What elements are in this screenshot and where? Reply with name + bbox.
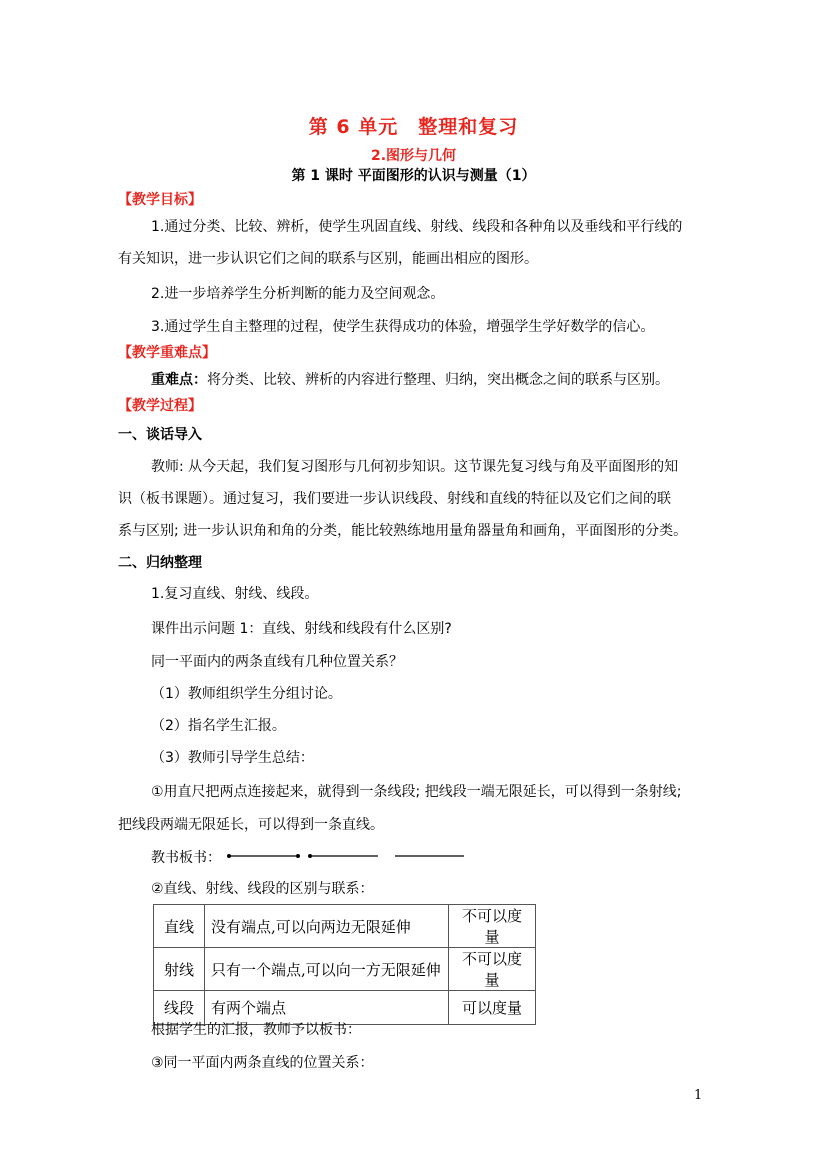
page-number: 1 xyxy=(694,1088,703,1103)
step-3: （3）教师引导学生总结： xyxy=(151,750,314,766)
objective-1-line2: 有关知识，进一步认识它们之间的联系与区别，能画出相应的图形。 xyxy=(118,251,538,267)
ray-figure xyxy=(308,854,378,858)
segment-figure xyxy=(227,854,300,858)
table-cell-measure: 不可以度量 xyxy=(449,948,536,991)
summary-2: ②直线、射线、线段的区别与联系： xyxy=(151,881,374,897)
teacher-board: 根据学生的汇报，教师予以板书： xyxy=(151,1022,361,1038)
comparison-table xyxy=(153,904,536,1025)
objective-1-line1: 1.通过分类、比较、辨析，使学生巩固直线、射线、线段和各种角以及垂线和平行线的 xyxy=(151,219,683,235)
summary-1-line1: ①用直尺把两点连接起来，就得到一条线段; 把线段一端无限延长，可以得到一条射线; xyxy=(151,784,682,800)
part2-heading: 二、归纳整理 xyxy=(118,555,202,571)
part1-line3: 系与区别; 进一步认识角和角的分类，能比较熟练地用量角器量角和画角，平面图形的分类。 xyxy=(118,523,688,539)
lesson-title: 第 1 课时 平面图形的认识与测量（1） xyxy=(291,168,536,184)
question-1: 课件出示问题 1：直线、射线和线段有什么区别? xyxy=(151,621,452,637)
summary-3: ③同一平面内两条直线的位置关系： xyxy=(151,1055,374,1071)
objectives-heading: 【教学目标】 xyxy=(118,192,202,208)
question-2: 同一平面内的两条直线有几种位置关系？ xyxy=(151,654,403,670)
key-points xyxy=(151,369,669,389)
objective-3: 3.通过学生自主整理的过程，使学生获得成功的体验，增强学生学好数学的信心。 xyxy=(151,319,655,335)
unit-subtitle: 2.图形与几何 xyxy=(370,148,457,164)
part1-line1: 教师: 从今天起，我们复习图形与几何初步知识。这节课先复习线与角及平面图形的知 xyxy=(151,459,679,475)
key-points-label: 重难点： xyxy=(151,372,207,388)
table-cell-name: 直线 xyxy=(154,905,205,948)
step-1: （1）教师组织学生分组讨论。 xyxy=(151,686,342,702)
key-points-heading: 【教学重难点】 xyxy=(118,345,216,361)
review-1: 1.复习直线、射线、线段。 xyxy=(151,586,319,602)
table-cell-name: 射线 xyxy=(154,948,205,991)
table-cell-measure: 可以度量 xyxy=(449,991,536,1025)
part1-line2: 识（板书课题）。通过复习，我们要进一步认识线段、射线和直线的特征以及它们之间的联 xyxy=(118,491,671,507)
line-types-diagram xyxy=(225,848,470,864)
process-heading: 【教学过程】 xyxy=(118,398,202,414)
table-row xyxy=(154,948,536,991)
table-cell-measure: 不可以度量 xyxy=(449,905,536,948)
table-cell-desc: 没有端点,可以向两边无限延伸 xyxy=(205,905,449,948)
part1-heading: 一、谈话导入 xyxy=(118,427,202,443)
page-title: 第 6 单元 整理和复习 xyxy=(308,116,519,138)
board-label: 教书板书： xyxy=(151,850,221,866)
key-points-text: 将分类、比较、辨析的内容进行整理、归纳，突出概念之间的联系与区别。 xyxy=(207,372,669,388)
table-cell-desc: 只有一个端点,可以向一方无限延伸 xyxy=(205,948,449,991)
summary-1-line2: 把线段两端无限延长，可以得到一条直线。 xyxy=(118,817,384,833)
table-row xyxy=(154,905,536,948)
table-cell-name: 线段 xyxy=(154,991,205,1025)
table-cell-desc: 有两个端点 xyxy=(205,991,449,1025)
objective-2: 2.进一步培养学生分析判断的能力及空间观念。 xyxy=(151,286,445,302)
step-2: （2）指名学生汇报。 xyxy=(151,718,286,734)
